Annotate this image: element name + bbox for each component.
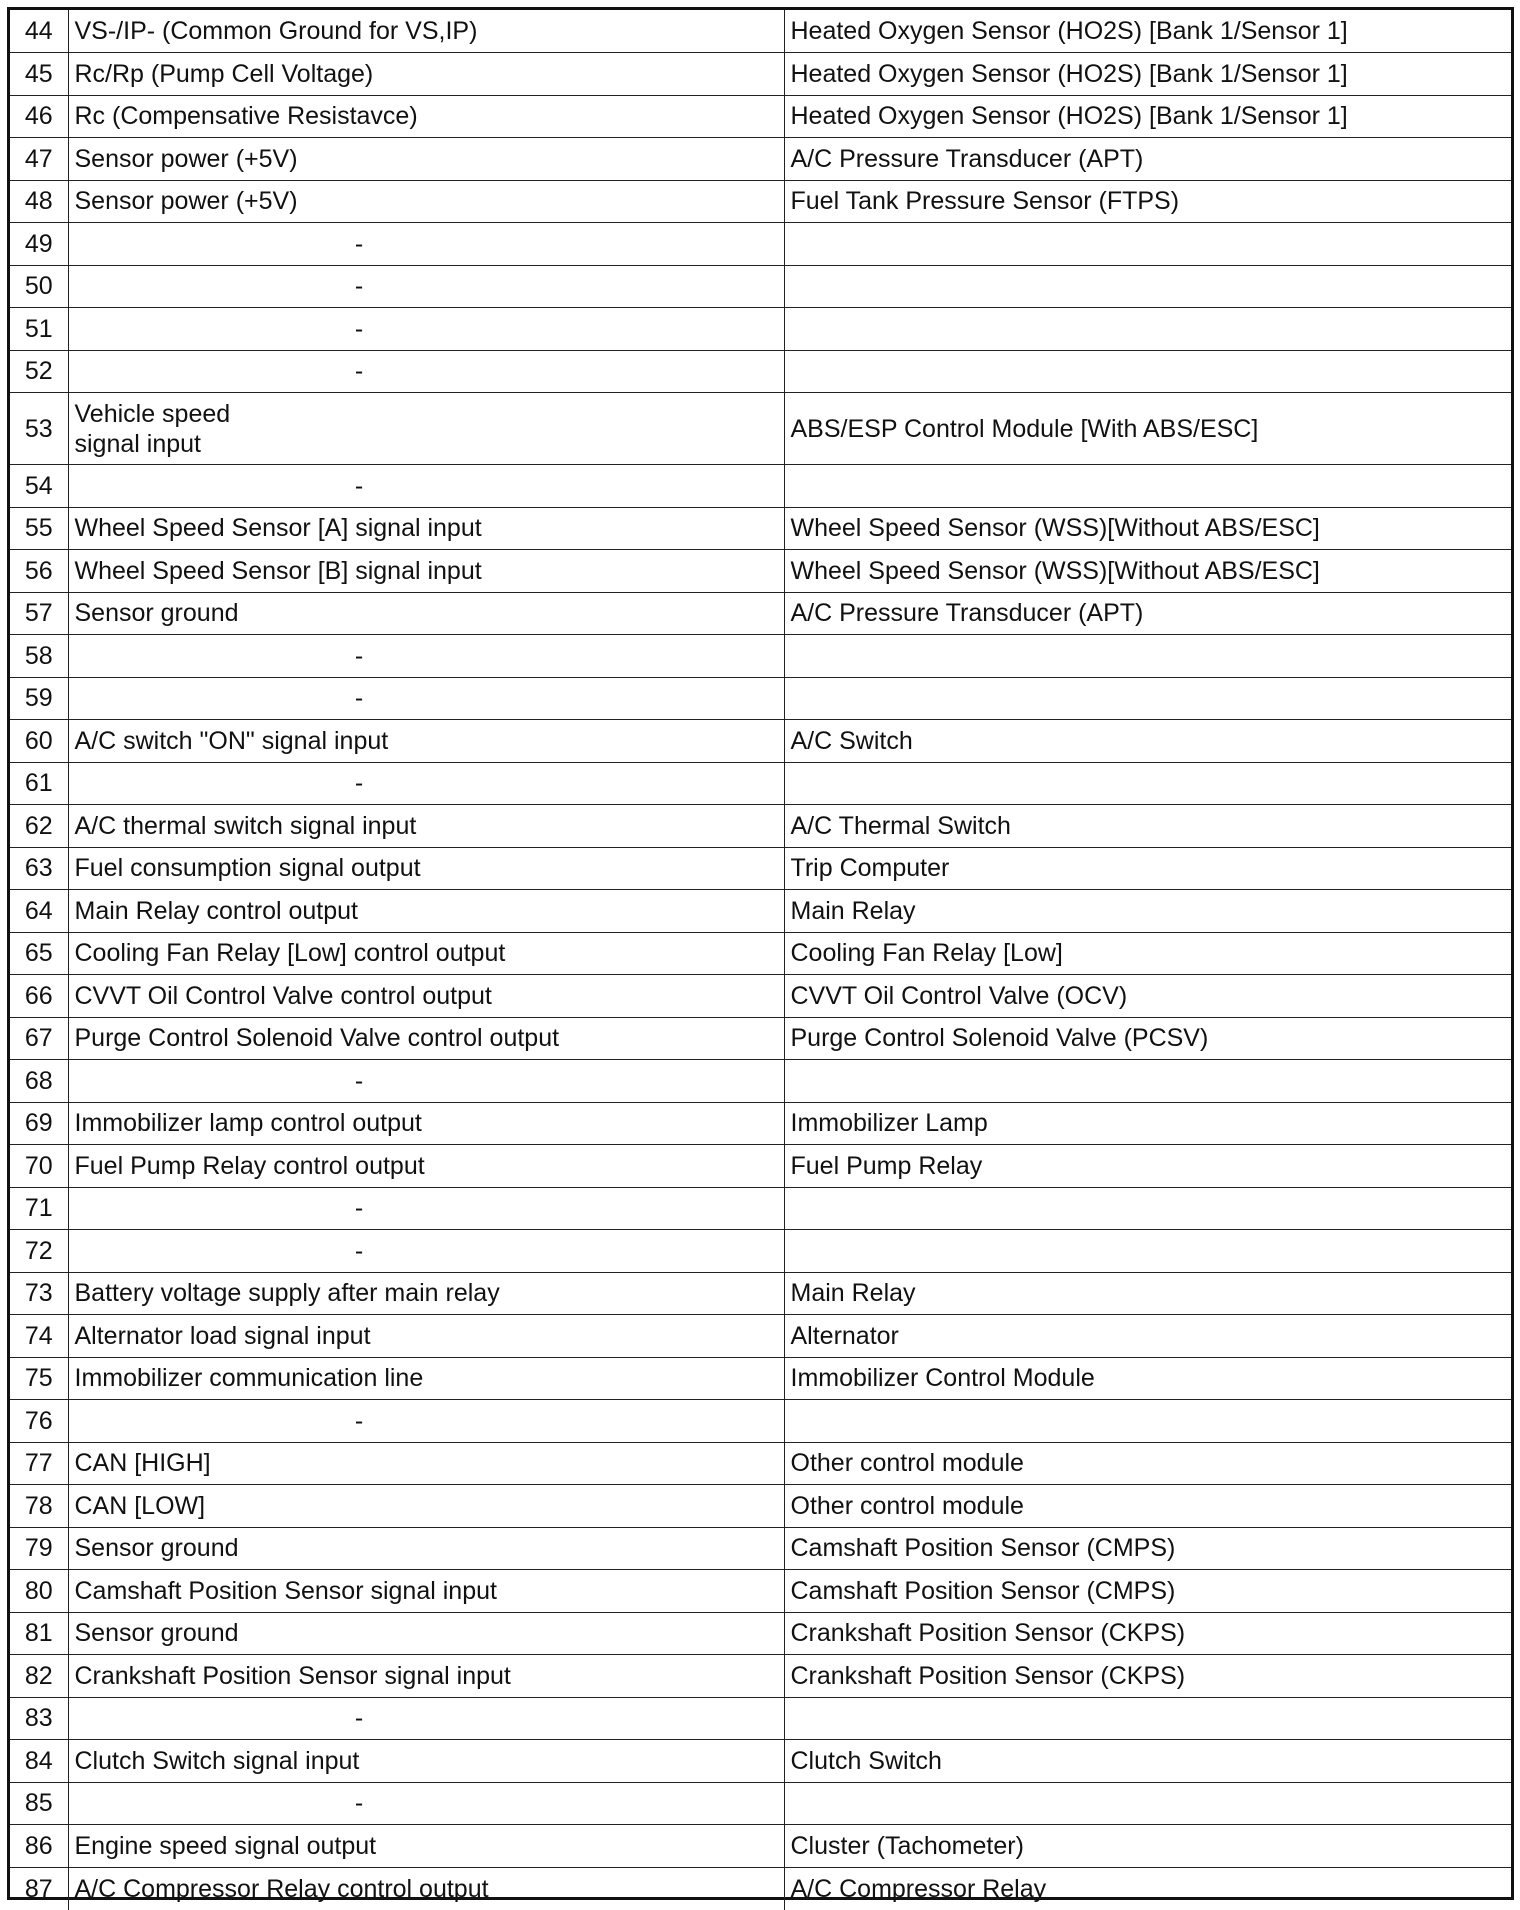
connected-to-cell: ABS/ESP Control Module [With ABS/ESC]	[784, 393, 1511, 465]
pin-description-cell: VS-/IP- (Common Ground for VS,IP)	[68, 10, 784, 53]
connected-to-cell: Cluster (Tachometer)	[784, 1825, 1511, 1868]
pin-number-cell: 72	[10, 1230, 68, 1273]
connected-to-cell: Wheel Speed Sensor (WSS)[Without ABS/ESC]	[784, 550, 1511, 593]
pin-number-cell: 59	[10, 677, 68, 720]
connected-to-cell: Other control module	[784, 1442, 1511, 1485]
connected-to-cell: A/C Pressure Transducer (APT)	[784, 592, 1511, 635]
pin-number-cell: 54	[10, 465, 68, 508]
pin-description-cell: Sensor power (+5V)	[68, 138, 784, 181]
connected-to-cell	[784, 762, 1511, 805]
pin-number-cell: 74	[10, 1315, 68, 1358]
table-row	[10, 1400, 1511, 1443]
pin-description-cell: -	[68, 350, 784, 393]
connected-to-cell	[784, 350, 1511, 393]
pin-description-cell: -	[68, 1400, 784, 1443]
table-row	[10, 975, 1511, 1018]
pin-number-cell: 85	[10, 1782, 68, 1825]
table-row	[10, 1782, 1511, 1825]
pin-description-cell: Clutch Switch signal input	[68, 1740, 784, 1783]
pin-description-cell: -	[68, 762, 784, 805]
table-row	[10, 1102, 1511, 1145]
pin-table-frame	[7, 7, 1514, 1903]
pin-description-cell: -	[68, 1187, 784, 1230]
table-row	[10, 265, 1511, 308]
table-row	[10, 677, 1511, 720]
connected-to-cell: Camshaft Position Sensor (CMPS)	[784, 1570, 1511, 1613]
pin-description-line: Vehicle speed	[74, 399, 231, 428]
pin-description-cell: Sensor ground	[68, 1612, 784, 1655]
table-row	[10, 507, 1511, 550]
pin-description-cell: Immobilizer lamp control output	[68, 1102, 784, 1145]
connected-to-cell	[784, 465, 1511, 508]
pin-description-cell: -	[68, 308, 784, 351]
pin-number-cell: 80	[10, 1570, 68, 1613]
pin-number-cell: 63	[10, 847, 68, 890]
pin-description-cell: -	[68, 1230, 784, 1273]
connected-to-cell: Main Relay	[784, 890, 1511, 933]
pin-table-body	[10, 10, 1511, 1910]
pin-number-cell: 65	[10, 932, 68, 975]
table-row	[10, 635, 1511, 678]
table-row	[10, 805, 1511, 848]
connected-to-cell: Immobilizer Control Module	[784, 1357, 1511, 1400]
table-row	[10, 1612, 1511, 1655]
pin-description-cell: Cooling Fan Relay [Low] control output	[68, 932, 784, 975]
pin-description-cell: Purge Control Solenoid Valve control output	[68, 1017, 784, 1060]
table-row	[10, 53, 1511, 96]
connected-to-cell: Main Relay	[784, 1272, 1511, 1315]
table-row	[10, 95, 1511, 138]
pin-number-cell: 64	[10, 890, 68, 933]
table-row	[10, 350, 1511, 393]
pin-number-cell: 57	[10, 592, 68, 635]
pin-description-cell: Sensor ground	[68, 1527, 784, 1570]
pin-number-cell: 71	[10, 1187, 68, 1230]
connected-to-cell: A/C Pressure Transducer (APT)	[784, 138, 1511, 181]
connected-to-cell	[784, 677, 1511, 720]
table-row	[10, 1527, 1511, 1570]
connected-to-cell: Immobilizer Lamp	[784, 1102, 1511, 1145]
table-row	[10, 1272, 1511, 1315]
connected-to-cell: A/C Thermal Switch	[784, 805, 1511, 848]
pin-description-cell: CVVT Oil Control Valve control output	[68, 975, 784, 1018]
pin-number-cell: 55	[10, 507, 68, 550]
connected-to-cell: Cooling Fan Relay [Low]	[784, 932, 1511, 975]
connected-to-cell: Heated Oxygen Sensor (HO2S) [Bank 1/Sensor 1]	[784, 95, 1511, 138]
connected-to-cell	[784, 1400, 1511, 1443]
connected-to-cell: Alternator	[784, 1315, 1511, 1358]
pin-description-line: signal input	[74, 429, 201, 458]
pin-number-cell: 87	[10, 1867, 68, 1910]
pin-number-cell: 48	[10, 180, 68, 223]
pin-description-cell: -	[68, 265, 784, 308]
connected-to-cell: A/C Compressor Relay	[784, 1867, 1511, 1910]
table-row	[10, 1485, 1511, 1528]
pin-number-cell: 58	[10, 635, 68, 678]
table-row	[10, 465, 1511, 508]
pin-description-cell: Fuel Pump Relay control output	[68, 1145, 784, 1188]
pin-number-cell: 82	[10, 1655, 68, 1698]
pin-description-cell	[68, 393, 784, 465]
table-row	[10, 1442, 1511, 1485]
table-row	[10, 1697, 1511, 1740]
pin-number-cell: 76	[10, 1400, 68, 1443]
table-row	[10, 1570, 1511, 1613]
table-row	[10, 1017, 1511, 1060]
pin-description-cell: Sensor ground	[68, 592, 784, 635]
connected-to-cell: A/C Switch	[784, 720, 1511, 763]
connected-to-cell	[784, 308, 1511, 351]
connected-to-cell: Heated Oxygen Sensor (HO2S) [Bank 1/Sensor 1]	[784, 53, 1511, 96]
table-row	[10, 10, 1511, 53]
pin-description-cell: Rc/Rp (Pump Cell Voltage)	[68, 53, 784, 96]
connected-to-cell: Crankshaft Position Sensor (CKPS)	[784, 1612, 1511, 1655]
pin-number-cell: 44	[10, 10, 68, 53]
pin-description-cell: -	[68, 465, 784, 508]
pin-description-table	[10, 10, 1511, 1910]
connected-to-cell: Wheel Speed Sensor (WSS)[Without ABS/ESC]	[784, 507, 1511, 550]
table-row	[10, 1315, 1511, 1358]
table-row	[10, 1145, 1511, 1188]
connected-to-cell: Fuel Tank Pressure Sensor (FTPS)	[784, 180, 1511, 223]
pin-number-cell: 60	[10, 720, 68, 763]
pin-number-cell: 81	[10, 1612, 68, 1655]
table-row	[10, 1187, 1511, 1230]
pin-number-cell: 62	[10, 805, 68, 848]
pin-number-cell: 70	[10, 1145, 68, 1188]
connected-to-cell: Crankshaft Position Sensor (CKPS)	[784, 1655, 1511, 1698]
pin-number-cell: 51	[10, 308, 68, 351]
table-row	[10, 393, 1511, 465]
connected-to-cell: Camshaft Position Sensor (CMPS)	[784, 1527, 1511, 1570]
pin-number-cell: 73	[10, 1272, 68, 1315]
table-row	[10, 1825, 1511, 1868]
pin-description-cell: -	[68, 1782, 784, 1825]
pin-number-cell: 84	[10, 1740, 68, 1783]
pin-description-cell: Wheel Speed Sensor [A] signal input	[68, 507, 784, 550]
connected-to-cell	[784, 1187, 1511, 1230]
table-row	[10, 1060, 1511, 1103]
table-row	[10, 1867, 1511, 1910]
connected-to-cell	[784, 1782, 1511, 1825]
table-row	[10, 592, 1511, 635]
connected-to-cell: Clutch Switch	[784, 1740, 1511, 1783]
table-row	[10, 223, 1511, 266]
connected-to-cell	[784, 223, 1511, 266]
connected-to-cell: Fuel Pump Relay	[784, 1145, 1511, 1188]
connected-to-cell	[784, 265, 1511, 308]
connected-to-cell: Trip Computer	[784, 847, 1511, 890]
pin-description-cell: Main Relay control output	[68, 890, 784, 933]
pin-description-cell: CAN [LOW]	[68, 1485, 784, 1528]
table-row	[10, 550, 1511, 593]
pin-description-cell: Sensor power (+5V)	[68, 180, 784, 223]
pin-number-cell: 83	[10, 1697, 68, 1740]
pin-number-cell: 78	[10, 1485, 68, 1528]
pin-description-cell: Immobilizer communication line	[68, 1357, 784, 1400]
pin-description-cell: -	[68, 635, 784, 678]
table-row	[10, 138, 1511, 181]
pin-number-cell: 67	[10, 1017, 68, 1060]
pin-number-cell: 53	[10, 393, 68, 465]
connected-to-cell: Other control module	[784, 1485, 1511, 1528]
pin-number-cell: 77	[10, 1442, 68, 1485]
pin-description-cell: A/C Compressor Relay control output	[68, 1867, 784, 1910]
pin-number-cell: 66	[10, 975, 68, 1018]
pin-description-cell: -	[68, 1060, 784, 1103]
connected-to-cell: Heated Oxygen Sensor (HO2S) [Bank 1/Sensor 1]	[784, 10, 1511, 53]
pin-number-cell: 61	[10, 762, 68, 805]
table-row	[10, 1655, 1511, 1698]
pin-description-cell: A/C thermal switch signal input	[68, 805, 784, 848]
pin-description-cell: CAN [HIGH]	[68, 1442, 784, 1485]
table-row	[10, 1230, 1511, 1273]
pin-description-cell: Fuel consumption signal output	[68, 847, 784, 890]
table-row	[10, 308, 1511, 351]
table-row	[10, 932, 1511, 975]
pin-number-cell: 49	[10, 223, 68, 266]
pin-number-cell: 47	[10, 138, 68, 181]
pin-description-cell: -	[68, 1697, 784, 1740]
pin-description-cell: A/C switch "ON" signal input	[68, 720, 784, 763]
pin-number-cell: 45	[10, 53, 68, 96]
pin-description-cell: Engine speed signal output	[68, 1825, 784, 1868]
pin-description-cell: Crankshaft Position Sensor signal input	[68, 1655, 784, 1698]
pin-description-cell: Alternator load signal input	[68, 1315, 784, 1358]
pin-number-cell: 46	[10, 95, 68, 138]
pin-number-cell: 56	[10, 550, 68, 593]
table-row	[10, 1357, 1511, 1400]
connected-to-cell	[784, 1060, 1511, 1103]
connected-to-cell	[784, 635, 1511, 678]
table-row	[10, 180, 1511, 223]
pin-number-cell: 68	[10, 1060, 68, 1103]
pin-description-cell: Camshaft Position Sensor signal input	[68, 1570, 784, 1613]
pin-number-cell: 52	[10, 350, 68, 393]
pin-number-cell: 50	[10, 265, 68, 308]
pin-number-cell: 86	[10, 1825, 68, 1868]
table-row	[10, 1740, 1511, 1783]
pin-number-cell: 79	[10, 1527, 68, 1570]
table-row	[10, 847, 1511, 890]
pin-number-cell: 75	[10, 1357, 68, 1400]
table-row	[10, 890, 1511, 933]
connected-to-cell	[784, 1697, 1511, 1740]
pin-description-cell: Wheel Speed Sensor [B] signal input	[68, 550, 784, 593]
connected-to-cell: CVVT Oil Control Valve (OCV)	[784, 975, 1511, 1018]
table-row	[10, 762, 1511, 805]
pin-description-cell: -	[68, 677, 784, 720]
pin-description-cell: -	[68, 223, 784, 266]
connected-to-cell	[784, 1230, 1511, 1273]
pin-description-cell: Battery voltage supply after main relay	[68, 1272, 784, 1315]
connected-to-cell: Purge Control Solenoid Valve (PCSV)	[784, 1017, 1511, 1060]
pin-description-cell: Rc (Compensative Resistavce)	[68, 95, 784, 138]
table-row	[10, 720, 1511, 763]
pin-number-cell: 69	[10, 1102, 68, 1145]
